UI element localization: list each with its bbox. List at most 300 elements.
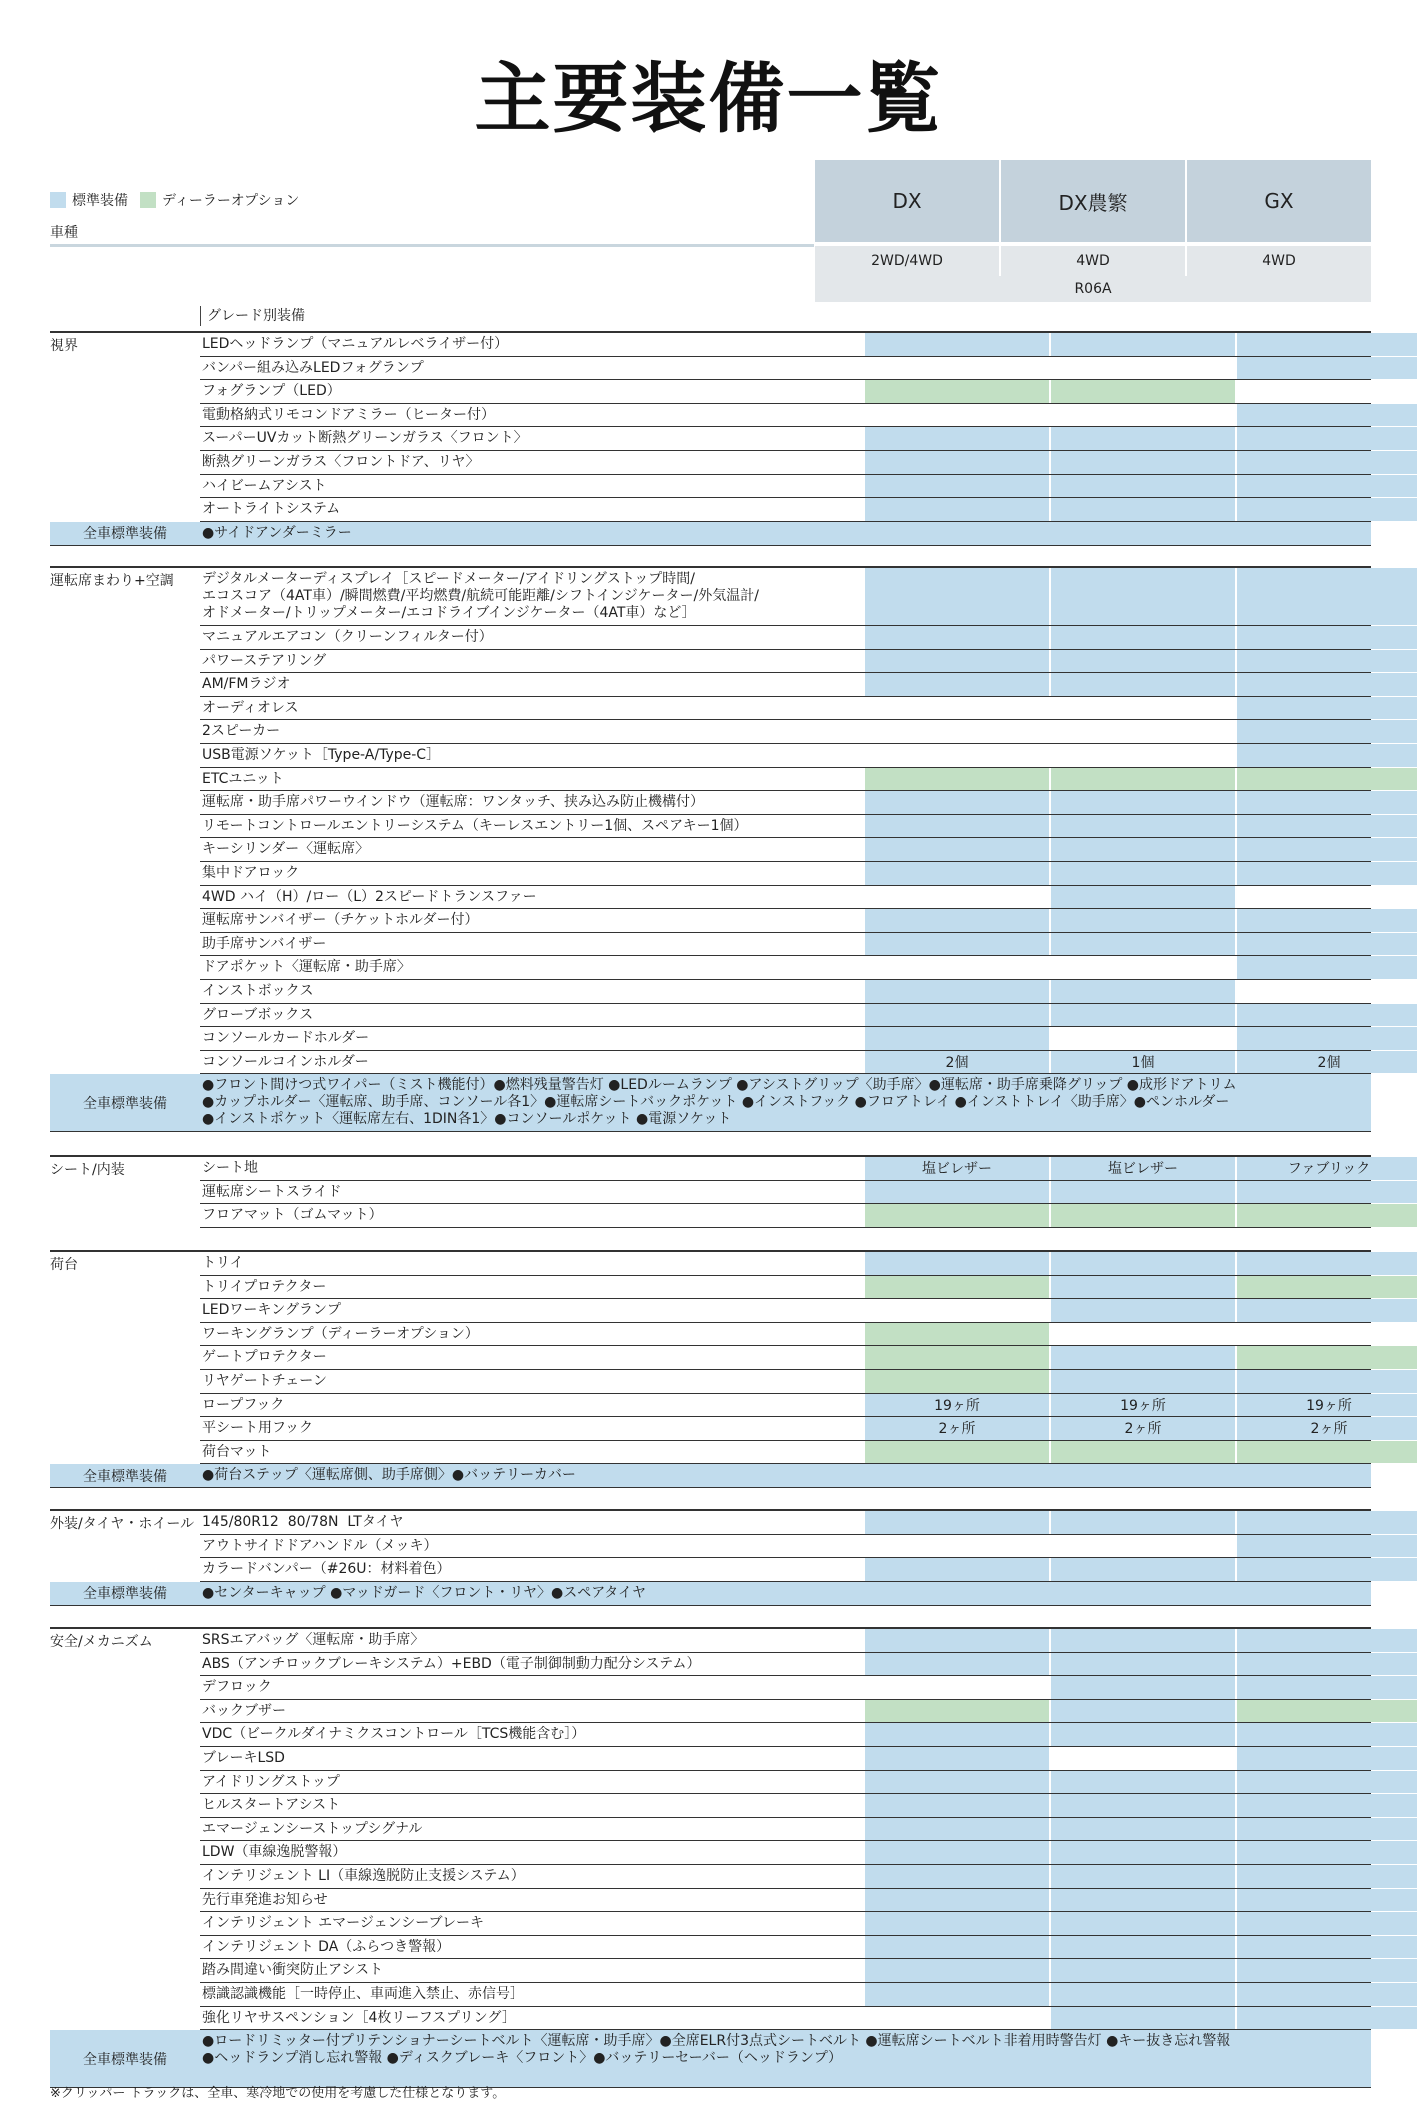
standard-cell (1051, 933, 1235, 956)
row-label: ブレーキLSD (202, 1750, 285, 1766)
table-row (200, 838, 1371, 862)
standard-cell (1237, 1004, 1417, 1027)
dealer-option-cell (865, 1370, 1049, 1393)
standard-cell (865, 791, 1049, 814)
standard-cell (1237, 744, 1417, 767)
standard-cell (1237, 1535, 1417, 1558)
column-header-dx-nouhan (1001, 160, 1185, 242)
table-row (200, 744, 1371, 768)
row-label: 電動格納式リモコンドアミラー（ヒーター付） (202, 406, 496, 423)
row-label: ABS（アンチロックブレーキシステム）+EBD（電子制御制動力配分システム） (202, 1655, 701, 1672)
row-label: 踏み間違い衝突防止アシスト (202, 1962, 384, 1979)
standard-cell (865, 1653, 1049, 1676)
page-title: 主要装備一覧 (474, 54, 943, 143)
standard-cell (1237, 1558, 1417, 1581)
table-row (200, 2007, 1371, 2031)
table-row (200, 1723, 1371, 1747)
table-row (200, 1276, 1371, 1300)
standard-cell (1051, 1299, 1235, 1322)
drive-gx (1187, 246, 1371, 276)
standard-cell (865, 1865, 1049, 1888)
dealer-option-cell (865, 1441, 1049, 1464)
table-row (200, 1204, 1371, 1228)
standard-cell (1237, 1653, 1417, 1676)
row-label: 運転席シートスライド (202, 1183, 342, 1200)
section-label: 運転席まわり+空調 (50, 573, 174, 589)
standard-cell (865, 1794, 1049, 1817)
standard-equipment-text: ●センターキャップ ●マッドガード〈フロント・リヤ〉●スペアタイヤ (202, 1584, 647, 1601)
standard-cell (1237, 862, 1417, 885)
row-label: ヒルスタートアシスト (202, 1797, 341, 1814)
standard-cell (865, 1027, 1049, 1050)
table-row (200, 357, 1371, 381)
row-label: 集中ドアロック (202, 865, 300, 881)
standard-cell (1237, 1912, 1417, 1935)
standard-cell (1237, 909, 1417, 932)
standard-cell (865, 862, 1049, 885)
legend-standard-label: 標準装備 (72, 193, 128, 209)
standard-cell (1237, 1370, 1417, 1393)
standard-equipment-row (50, 1582, 1371, 1606)
row-label: シート地 (202, 1160, 258, 1176)
empty-cell (1051, 956, 1235, 979)
empty-cell (865, 1299, 1049, 1322)
dealer-option-cell (865, 1700, 1049, 1723)
standard-equipment-row (50, 1074, 1371, 1132)
standard-cell (1051, 791, 1235, 814)
standard-cell (865, 1511, 1049, 1534)
legend-standard-swatch (50, 192, 66, 208)
row-label: オーディオレス (202, 699, 299, 716)
table-row (200, 1841, 1371, 1865)
standard-cell (1051, 1370, 1235, 1393)
row-label: USB電源ソケット［Type-A/Type-C］ (202, 747, 441, 763)
standard-cell (1051, 333, 1235, 356)
standard-cell: 2ヶ所 (865, 1417, 1049, 1440)
row-label: AM/FMラジオ (202, 676, 291, 693)
standard-cell: 2ヶ所 (1051, 1417, 1235, 1440)
standard-cell (1237, 956, 1417, 979)
dealer-option-cell (1237, 1204, 1417, 1227)
row-label: コンソールコインホルダー (202, 1053, 369, 1070)
dealer-option-cell (1051, 1441, 1235, 1464)
dealer-option-cell (865, 1346, 1049, 1369)
section-label: 安全/メカニズム (50, 1634, 153, 1650)
standard-cell: 塩ビレザー (1051, 1157, 1235, 1180)
row-label: 4WD ハイ（H）/ロー（L）2スピードトランスファー (202, 888, 537, 905)
standard-equipment-text: ●フロント間けつ式ワイパー（ミスト機能付）●燃料残量警告灯 ●LEDルームランプ ●アシストグリップ〈助手席〉●運転席・助手席乗降グリップ ●成形ドアトリム ●カップホルダー〈運転席、助手席、コンソール各1〉●運転席シートバックポケット ●インストフック ●フロアトレイ ●インストトレイ〈助手席〉●ペンホルダー ●インストポケット〈運転席左右、1DIN各1〉●コンソールポケット ●電源ソケット (202, 1077, 1237, 1128)
empty-cell (865, 2007, 1049, 2030)
standard-cell: 2個 (1237, 1051, 1417, 1074)
table-row (200, 650, 1371, 674)
standard-cell (1237, 815, 1417, 838)
row-label: LEDヘッドランプ（マニュアルレベライザー付） (202, 336, 509, 352)
standard-cell: 2ヶ所 (1237, 1417, 1417, 1440)
row-label: パワーステアリング (202, 652, 327, 669)
table-row (200, 1370, 1371, 1394)
table-row (200, 720, 1371, 744)
standard-cell (1237, 1794, 1417, 1817)
dealer-option-cell (865, 1204, 1049, 1227)
standard-cell (1237, 404, 1417, 427)
standard-cell (865, 498, 1049, 521)
dealer-option-cell (865, 768, 1049, 791)
row-label: 平シート用フック (202, 1420, 314, 1437)
section-label: 荷台 (50, 1257, 78, 1273)
engine-label: R06A (1074, 281, 1112, 297)
legend (50, 190, 311, 210)
standard-cell (1237, 626, 1417, 649)
table-row (200, 475, 1371, 499)
table-row (200, 886, 1371, 910)
standard-cell (1051, 1889, 1235, 1912)
empty-cell (1051, 357, 1235, 380)
table-row (200, 1794, 1371, 1818)
table-row (200, 1299, 1371, 1323)
row-label: エマージェンシーストップシグナル (202, 1820, 423, 1837)
standard-cell (865, 1252, 1049, 1275)
empty-cell (1237, 1323, 1417, 1346)
empty-cell (1051, 744, 1235, 767)
standard-cell (865, 1912, 1049, 1935)
footnote: ※クリッパー トラックは、全車、寒冷地での使用を考慮した仕様となります。 (50, 2086, 506, 2101)
row-label: 先行車発進お知らせ (202, 1891, 328, 1908)
standard-cell (1051, 475, 1235, 498)
standard-cell (865, 815, 1049, 838)
row-label: 2スピーカー (202, 723, 281, 740)
standard-cell: 19ヶ所 (865, 1394, 1049, 1417)
empty-cell (865, 357, 1049, 380)
standard-cell (1051, 650, 1235, 673)
empty-cell (865, 956, 1049, 979)
dealer-option-cell (865, 1276, 1049, 1299)
header-divider (50, 244, 814, 247)
standard-cell (1237, 427, 1417, 450)
empty-cell (865, 1676, 1049, 1699)
standard-cell (1051, 1723, 1235, 1746)
engine-row (815, 276, 1371, 302)
column-name: DX (892, 189, 922, 213)
legend-dealer-swatch (140, 192, 156, 208)
standard-cell (1237, 1629, 1417, 1652)
standard-cell (1237, 357, 1417, 380)
legend-dealer-label: ディーラーオプション (162, 193, 300, 209)
standard-cell (1051, 1771, 1235, 1794)
row-label: LEDワーキングランプ (202, 1302, 342, 1319)
standard-cell (1237, 1771, 1417, 1794)
standard-cell (1237, 333, 1417, 356)
standard-equipment-label: 全車標準装備 (83, 1468, 167, 1485)
row-label: ハイビームアシスト (202, 477, 327, 494)
table-row (200, 673, 1371, 697)
row-label: ETCユニット (202, 770, 284, 787)
standard-cell (865, 1959, 1049, 1982)
dealer-option-cell (1051, 768, 1235, 791)
table-row (200, 1252, 1371, 1276)
standard-cell (1237, 933, 1417, 956)
table-row (200, 1676, 1371, 1700)
standard-cell (1237, 1676, 1417, 1699)
row-label: グローブボックス (202, 1006, 314, 1023)
standard-cell (1237, 1723, 1417, 1746)
row-label: リモートコントロールエントリーシステム（キーレスエントリー1個、スペアキー1個） (202, 817, 748, 834)
standard-cell (865, 1723, 1049, 1746)
row-label: オートライトシステム (202, 501, 341, 518)
row-label: ワーキングランプ（ディーラーオプション） (202, 1325, 479, 1342)
row-label: 断熱グリーンガラス〈フロントドア、リヤ〉 (202, 454, 480, 470)
standard-cell (865, 451, 1049, 474)
table-row (200, 1027, 1371, 1051)
table-row (200, 815, 1371, 839)
table-row (200, 1959, 1371, 1983)
legend-standard (50, 190, 128, 210)
standard-cell (1237, 1181, 1417, 1204)
drive-dx (815, 246, 999, 276)
column-name: GX (1264, 189, 1294, 213)
table-row (200, 1558, 1371, 1582)
row-label: SRSエアバッグ〈運転席・助手席〉 (202, 1632, 425, 1648)
kind-label: 車種 (50, 225, 78, 241)
standard-cell: 2個 (865, 1051, 1049, 1074)
dealer-option-cell (1051, 1204, 1235, 1227)
row-label: フロアマット（ゴムマット） (202, 1207, 383, 1224)
table-row (200, 404, 1371, 428)
standard-equipment-row (50, 522, 1371, 546)
table-row (200, 1535, 1371, 1559)
column-header-gx (1187, 160, 1371, 242)
grade-label: グレード別装備 (200, 306, 305, 326)
table-row (200, 1983, 1371, 2007)
standard-cell (865, 1936, 1049, 1959)
empty-cell (1051, 404, 1235, 427)
standard-equipment-row (50, 2030, 1371, 2088)
standard-cell (1237, 2007, 1417, 2030)
table-row (200, 1912, 1371, 1936)
standard-cell (1051, 1629, 1235, 1652)
standard-cell (865, 1841, 1049, 1864)
dealer-option-cell (865, 380, 1049, 403)
standard-cell (865, 673, 1049, 696)
dealer-option-cell (865, 1323, 1049, 1346)
standard-cell: 塩ビレザー (865, 1157, 1049, 1180)
standard-cell (865, 1558, 1049, 1581)
row-label: トリイ (202, 1255, 244, 1271)
table-row (200, 1865, 1371, 1889)
row-label: アイドリングストップ (202, 1773, 340, 1790)
standard-equipment-label: 全車標準装備 (83, 526, 167, 543)
standard-cell (1051, 673, 1235, 696)
section-label: シート/内装 (50, 1162, 125, 1178)
row-label: VDC（ビークルダイナミクスコントロール［TCS機能含む］） (202, 1726, 586, 1743)
column-header-dx (815, 160, 999, 242)
dealer-option-cell (1237, 1700, 1417, 1723)
standard-cell (1051, 568, 1235, 625)
standard-cell (865, 626, 1049, 649)
standard-cell (1237, 568, 1417, 625)
standard-cell (865, 568, 1049, 625)
standard-cell (1237, 451, 1417, 474)
row-label: インテリジェント エマージェンシーブレーキ (202, 1915, 484, 1932)
row-label: リヤゲートチェーン (202, 1373, 328, 1389)
table-row (200, 862, 1371, 886)
row-label: コンソールカードホルダー (202, 1030, 370, 1047)
row-label: キーシリンダー〈運転席〉 (202, 841, 370, 858)
row-label: 荷台マット (202, 1443, 272, 1460)
standard-cell (1237, 791, 1417, 814)
standard-cell (865, 1818, 1049, 1841)
table-row (200, 1051, 1371, 1075)
drive-label: 2WD/4WD (871, 253, 943, 269)
empty-cell (865, 697, 1049, 720)
standard-cell (865, 427, 1049, 450)
row-label: 助手席サンバイザー (202, 935, 327, 952)
row-label: ロープフック (202, 1396, 285, 1413)
standard-cell (865, 980, 1049, 1003)
dealer-option-cell (1237, 1441, 1417, 1464)
drive-label: 4WD (1076, 253, 1110, 269)
standard-cell (1051, 886, 1235, 909)
standard-cell (865, 1629, 1049, 1652)
table-row (200, 1818, 1371, 1842)
standard-cell (865, 1004, 1049, 1027)
column-name: DX農繁 (1058, 190, 1128, 215)
standard-cell (1051, 838, 1235, 861)
standard-cell (1237, 1747, 1417, 1770)
standard-cell (1051, 1936, 1235, 1959)
standard-cell (865, 1889, 1049, 1912)
table-row (200, 956, 1371, 980)
row-label: 運転席サンバイザー（チケットホルダー付） (202, 912, 479, 929)
table-row (200, 1889, 1371, 1913)
standard-cell (1237, 1841, 1417, 1864)
standard-cell (865, 933, 1049, 956)
table-row (200, 1323, 1371, 1347)
section-label: 外装/タイヤ・ホイール (50, 1516, 195, 1532)
table-row (200, 1700, 1371, 1724)
standard-equipment-text: ●ロードリミッター付プリテンショナーシートベルト〈運転席・助手席〉●全席ELR付3点式シートベルト ●運転席シートベルト非着用時警告灯 ●キー抜き忘れ警報 ●ヘッドランプ消し忘れ警報 ●ディスクブレーキ〈フロント〉●バッテリーセーバー（ヘッドランプ） (202, 2033, 1231, 2067)
table-row (200, 1417, 1371, 1441)
table-row (200, 980, 1371, 1004)
standard-equipment-label: 全車標準装備 (83, 1095, 167, 1112)
dealer-option-cell (1237, 1276, 1417, 1299)
empty-cell (1051, 697, 1235, 720)
row-label: トリイプロテクター (202, 1278, 327, 1295)
row-label: 運転席・助手席パワーウインドウ（運転席：ワンタッチ、挟み込み防止機構付） (202, 794, 705, 811)
table-row (200, 1004, 1371, 1028)
drive-dx-nouhan (1001, 246, 1185, 276)
standard-cell (1237, 1983, 1417, 2006)
table-row (200, 1747, 1371, 1771)
empty-cell (865, 1535, 1049, 1558)
standard-cell (1237, 475, 1417, 498)
standard-cell (1237, 1027, 1417, 1050)
row-label: インテリジェント DA（ふらつき警報） (202, 1938, 451, 1955)
standard-cell (1051, 1865, 1235, 1888)
standard-cell (1237, 650, 1417, 673)
standard-cell (1237, 1865, 1417, 1888)
standard-cell (865, 650, 1049, 673)
row-label: フォグランプ（LED） (202, 383, 341, 400)
row-label: LDW（車線逸脱警報） (202, 1844, 347, 1861)
table-row (200, 1181, 1371, 1205)
table-row (200, 427, 1371, 451)
standard-cell (1237, 720, 1417, 743)
drive-label: 4WD (1262, 253, 1296, 269)
standard-cell (1237, 838, 1417, 861)
standard-cell (1051, 1558, 1235, 1581)
standard-cell (1051, 1511, 1235, 1534)
empty-cell (1051, 1323, 1235, 1346)
standard-cell (865, 1181, 1049, 1204)
standard-cell (865, 909, 1049, 932)
section-label: 視界 (50, 338, 78, 354)
row-label: デジタルメーターディスプレイ［スピードメーター/アイドリングストップ時間/ エコスコア（4AT車）/瞬間燃費/平均燃費/航続可能距離/シフトインジケーター/外気温計/ オドメーター/トリップメーター/エコドライブインジケーター（4AT車）など］ (202, 571, 759, 621)
row-label: アウトサイドドアハンドル（メッキ） (202, 1537, 438, 1554)
standard-cell (865, 1983, 1049, 2006)
dealer-option-cell (1237, 1346, 1417, 1369)
dealer-option-cell (1051, 380, 1235, 403)
table-row (200, 1346, 1371, 1370)
table-row (200, 791, 1371, 815)
standard-cell (865, 475, 1049, 498)
standard-cell (1051, 862, 1235, 885)
standard-cell (1051, 1252, 1235, 1275)
standard-cell (1051, 1818, 1235, 1841)
empty-cell (1237, 380, 1417, 403)
row-label: 標識認識機能［一時停止、車両進入禁止、赤信号］ (202, 1986, 524, 2002)
table-row (200, 1653, 1371, 1677)
table-row (200, 933, 1371, 957)
standard-cell (1051, 1004, 1235, 1027)
empty-cell (1051, 1027, 1235, 1050)
standard-cell (1051, 1181, 1235, 1204)
standard-cell (1237, 1252, 1417, 1275)
standard-cell (865, 1747, 1049, 1770)
standard-cell (1237, 1936, 1417, 1959)
standard-equipment-text: ●荷台ステップ〈運転席側、助手席側〉●バッテリーカバー (202, 1467, 576, 1484)
standard-equipment-text: ●サイドアンダーミラー (202, 524, 352, 541)
table-row (200, 1441, 1371, 1465)
row-label: 145/80R12 80/78N LTタイヤ (202, 1514, 404, 1530)
empty-cell (1051, 720, 1235, 743)
standard-cell (1051, 1794, 1235, 1817)
table-row (200, 380, 1371, 404)
legend-dealer (140, 190, 299, 210)
standard-cell (1051, 1676, 1235, 1699)
table-row (200, 568, 1371, 626)
table-row (200, 333, 1371, 357)
standard-cell: 1個 (1051, 1051, 1235, 1074)
standard-cell (1051, 1700, 1235, 1723)
standard-cell (1051, 909, 1235, 932)
empty-cell (1237, 980, 1417, 1003)
standard-cell (1051, 626, 1235, 649)
row-label: バックブザー (202, 1702, 286, 1719)
table-row (200, 1936, 1371, 1960)
standard-cell (1237, 1889, 1417, 1912)
row-label: ゲートプロテクター (202, 1349, 327, 1366)
standard-cell (1237, 1818, 1417, 1841)
table-row (200, 451, 1371, 475)
empty-cell (865, 720, 1049, 743)
standard-equipment-label: 全車標準装備 (83, 1586, 167, 1603)
standard-cell: ファブリック (1237, 1157, 1417, 1180)
standard-cell (1051, 1912, 1235, 1935)
standard-cell: 19ヶ所 (1237, 1394, 1417, 1417)
empty-cell (865, 404, 1049, 427)
standard-cell (1237, 1959, 1417, 1982)
table-row (200, 626, 1371, 650)
